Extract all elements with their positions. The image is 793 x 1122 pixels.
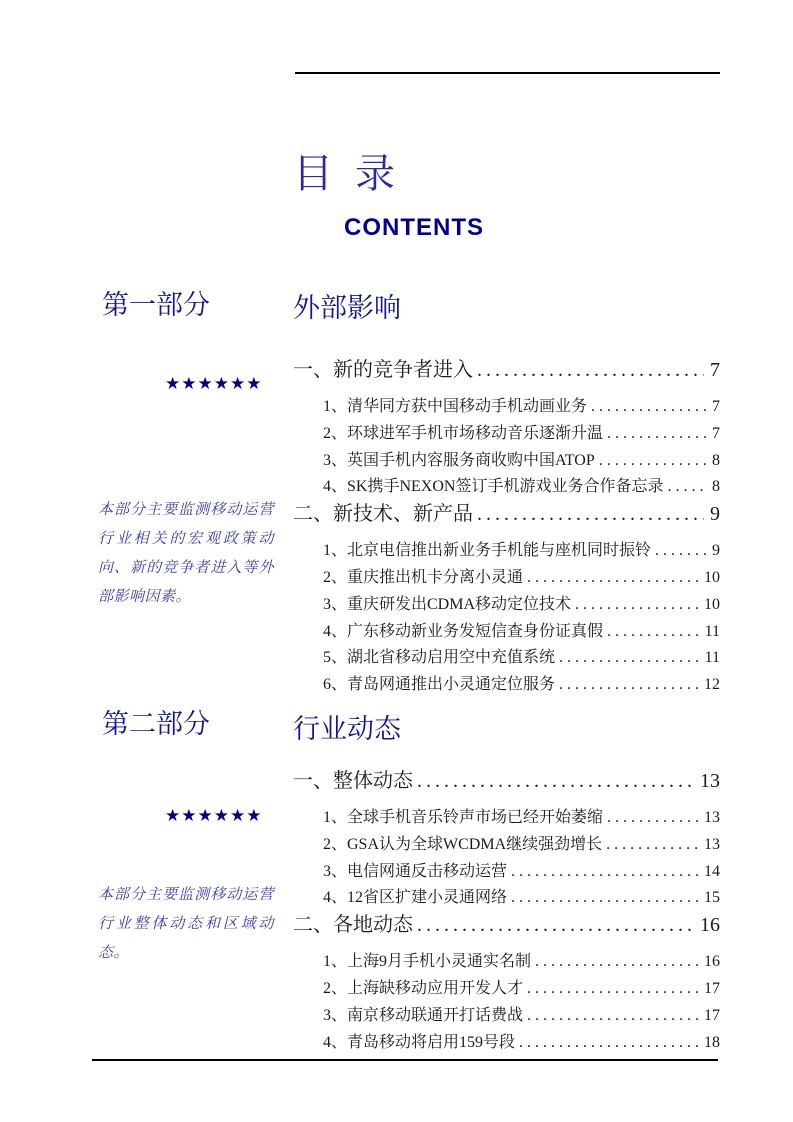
toc-leader-dots <box>477 501 704 528</box>
toc-entry-title: 2、上海缺移动应用开发人才 <box>323 979 524 997</box>
toc-page-number: 10 <box>704 595 720 613</box>
toc-page-number: 15 <box>704 889 720 907</box>
toc-page-number: 11 <box>704 649 720 667</box>
toc-entry-item[interactable] <box>323 1030 720 1057</box>
toc-entry-item[interactable] <box>323 421 720 448</box>
toc-entry-title: 2、环球进军手机市场移动音乐逐渐升温 <box>323 424 604 442</box>
toc-page-number: 7 <box>712 424 720 442</box>
toc-page-number: 8 <box>712 478 720 496</box>
toc-page-number: 13 <box>704 835 720 853</box>
toc-entry-item[interactable] <box>323 859 720 886</box>
part1-description: 本部分主要监测移动运营行业相关的宏观政策动向、新的竞争者进入等外部影响因素。 <box>98 502 274 605</box>
toc-leader-dots <box>519 1030 698 1057</box>
part2-label: 第二部分 <box>102 709 210 739</box>
toc-leader-dots <box>655 538 706 565</box>
toc-page-number: 17 <box>704 979 720 997</box>
toc-page-number: 9 <box>712 542 720 560</box>
bottom-divider <box>92 1059 718 1061</box>
toc-leader-dots <box>667 474 706 501</box>
toc-entry-title: 一、新的竞争者进入 <box>293 359 473 381</box>
toc-entry-title: 5、湖北省移动启用空中充值系统 <box>323 649 556 667</box>
toc-entry-item[interactable] <box>323 619 720 646</box>
toc-entry-title: 3、重庆研发出CDMA移动定位技术 <box>323 595 572 613</box>
toc-entry-item[interactable] <box>323 592 720 619</box>
toc-entry-item[interactable] <box>323 805 720 832</box>
toc-leader-dots <box>417 768 694 795</box>
toc-entry-item[interactable] <box>323 1003 720 1030</box>
toc-entry-item[interactable] <box>323 949 720 976</box>
toc-leader-dots <box>559 672 698 699</box>
part2-description: 本部分主要监测移动运营行业整体动态和区域动态。 <box>98 887 274 961</box>
toc-leader-dots <box>477 357 704 384</box>
toc-page-number: 7 <box>710 359 720 381</box>
toc-entry-item[interactable] <box>323 976 720 1003</box>
toc-entry-item[interactable] <box>323 645 720 672</box>
toc-entry-section[interactable] <box>293 357 720 384</box>
toc-page-number: 14 <box>704 862 720 880</box>
toc-leader-dots <box>559 645 699 672</box>
toc-entry-title: 4、青岛移动将启用159号段 <box>323 1033 516 1051</box>
toc-entry-title: 二、各地动态 <box>293 914 413 937</box>
toc-entry-item[interactable] <box>323 474 720 501</box>
page-subtitle: CONTENTS <box>344 214 484 241</box>
toc-page-number: 11 <box>704 622 720 640</box>
toc-page-number: 7 <box>712 398 720 415</box>
toc-leader-dots <box>527 565 698 592</box>
toc-part2 <box>293 706 720 1056</box>
toc-entry-title: 1、清华同方获中国移动手机动画业务 <box>323 398 588 415</box>
toc-entry-item[interactable] <box>323 832 720 859</box>
part1-heading: 外部影响 <box>293 293 401 323</box>
toc-entry-item[interactable] <box>323 672 720 699</box>
page-title: 目 录 <box>293 151 395 196</box>
toc-entry-title: 3、电信网通反击移动运营 <box>323 862 508 880</box>
toc-entry-title: 1、北京电信推出新业务手机能与座机同时振铃 <box>323 542 652 560</box>
top-divider <box>295 72 720 74</box>
toc-leader-dots <box>607 619 699 646</box>
toc-leader-dots <box>535 949 698 976</box>
toc-leader-dots <box>606 832 698 859</box>
toc-entry-title: 3、南京移动联通开打话费战 <box>323 1006 524 1024</box>
toc-page-number: 8 <box>712 451 720 469</box>
toc-page-number: 16 <box>704 953 720 971</box>
toc-entry-title: 6、青岛网通推出小灵通定位服务 <box>323 676 556 694</box>
toc-leader-dots <box>575 592 698 619</box>
part1-label: 第一部分 <box>102 290 210 320</box>
part1-stars-decoration: ★★★★★★ <box>165 374 263 393</box>
toc-leader-dots <box>417 912 694 939</box>
toc-entry-title: 4、12省区扩建小灵通网络 <box>323 889 508 907</box>
part2-heading: 行业动态 <box>293 714 401 744</box>
toc-entry-title: 一、整体动态 <box>293 770 413 792</box>
toc-entry-item[interactable] <box>323 565 720 592</box>
toc-entry-section[interactable] <box>293 501 720 528</box>
toc-leader-dots <box>511 859 698 886</box>
toc-part1 <box>293 285 720 699</box>
toc-leader-dots <box>591 394 706 421</box>
toc-page-number: 18 <box>704 1033 720 1051</box>
toc-page-number: 13 <box>704 809 720 826</box>
toc-entry-item[interactable] <box>323 538 720 565</box>
toc-leader-dots <box>511 885 698 912</box>
toc-entry-title: 4、SK携手NEXON签订手机游戏业务合作备忘录 <box>323 478 664 496</box>
toc-entry-section[interactable] <box>293 912 720 939</box>
toc-leader-dots <box>607 421 706 448</box>
toc-entry-title: 1、全球手机音乐铃声市场已经开始萎缩 <box>323 809 604 826</box>
toc-entry-section[interactable] <box>293 768 720 795</box>
toc-leader-dots <box>527 976 698 1003</box>
toc-page-number: 9 <box>710 503 720 526</box>
toc-leader-dots <box>599 448 706 475</box>
toc-entry-item[interactable] <box>323 885 720 912</box>
toc-entry-title: 4、广东移动新业务发短信查身份证真假 <box>323 622 604 640</box>
toc-entry-title: 1、上海9月手机小灵通实名制 <box>323 953 532 971</box>
toc-entry-title: 3、英国手机内容服务商收购中国ATOP <box>323 451 595 469</box>
toc-entry-item[interactable] <box>323 448 720 475</box>
toc-entry-title: 二、新技术、新产品 <box>293 503 473 526</box>
toc-leader-dots <box>527 1003 698 1030</box>
part2-stars-decoration: ★★★★★★ <box>165 806 263 825</box>
toc-page-number: 13 <box>700 770 720 792</box>
toc-page-number: 10 <box>704 568 720 586</box>
toc-page-number: 16 <box>700 914 720 937</box>
toc-entry-title: 2、重庆推出机卡分离小灵通 <box>323 568 524 586</box>
toc-page-number: 12 <box>704 676 720 694</box>
toc-leader-dots <box>607 805 698 832</box>
toc-entry-title: 2、GSA认为全球WCDMA继续强劲增长 <box>323 835 603 853</box>
toc-entry-item[interactable] <box>323 394 720 421</box>
toc-page-number: 17 <box>704 1006 720 1024</box>
